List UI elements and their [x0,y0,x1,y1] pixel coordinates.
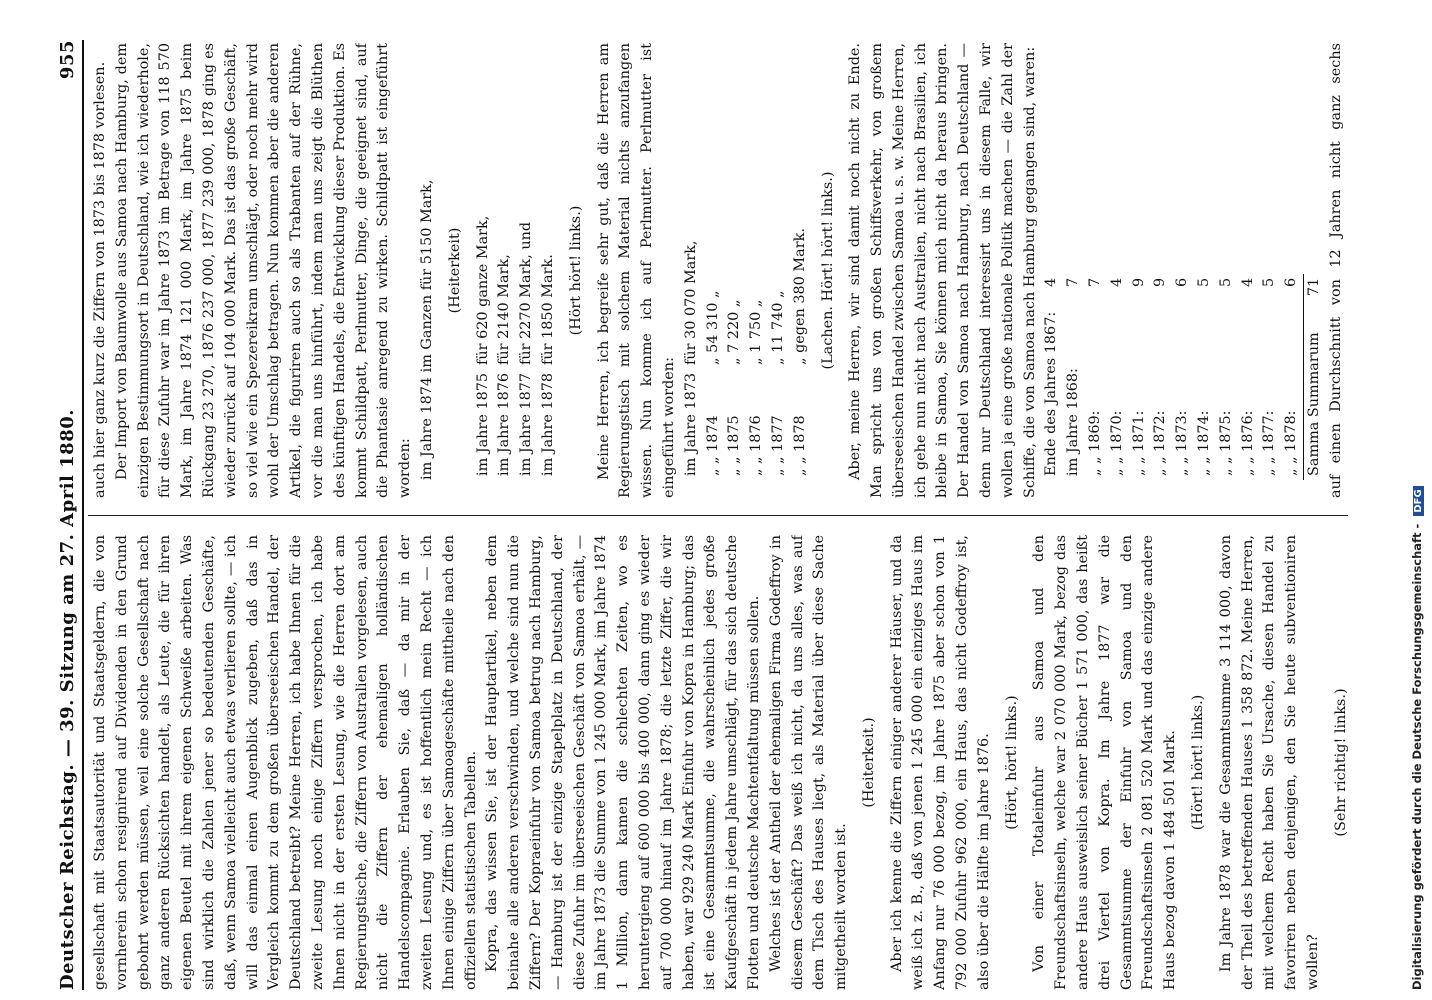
paragraph: auf einen Durchschnitt von 12 Jahren nicht ganz sechs [1327,43,1344,498]
paragraph: Welches ist der Antheil der ehemaligen Firma Godeffroy in diesem Geschäft? Das weiß ich nicht, da uns alles, was auf dem Tisch des Hauses liegt, als Material über diese Sache mitgetheilt worden ist. [767,535,850,990]
value-cell: „ 1 750 „ [748,299,765,365]
year-cell: „ „ 1875 [726,415,743,476]
count-cell: 5 [1261,277,1278,287]
year-cell: Ende des Jahres 1867: [1043,311,1060,476]
table-row [724,224,746,480]
table-row [1238,274,1260,480]
value-cell: für 2140 Mark, [496,254,513,365]
year-cell: im Jahre 1878 [539,372,556,476]
count-cell: 4 [1043,277,1060,287]
table-row [494,212,516,480]
paragraph: Kopra, das wissen Sie, ist der Hauptartikel, neben dem beinahe alle anderen verschwinden, und welche sind nun die Ziffern? Der Kopraeinfuhr von Samoa betrug nach Hamburg, — Hamburg ist der einzige Stapelplatz in Deutschland, der diese Zufuhr im überseeischen Geschäft von Samoa erhält, — im Jahre 1873 die Summe von 1 245 000 Mark, im Jahre 1874 1 Million, dann kamen die schlechten Zeiten, wo es heruntergieng auf 600 000 bis 400 000, dann ging es wieder auf 700 000 hinauf im Jahre 1878; die letzte Ziffer, die wir haben, war 929 240 Mark Einfuhr von Kopra in Hamburg; das ist eine Gesammtsumme, die wahrscheinlich jedes große Kaufgeschäft in jedem Jahre umschlägt, für das sich deutsche Flotten und deutsche Machtentfaltung müssen sollen. [484,535,762,990]
total-label: Samma Summarum [1304,308,1326,480]
table-row [1259,274,1281,480]
value-cell: für 30 070 Mark, [682,240,699,365]
year-cell: im Jahre 1876 [496,372,513,476]
credit-text: Digitalisierung gefördert durch die Deutsche Forschungsgemeinschaft - [1410,523,1424,990]
table-row [1281,274,1303,480]
year-cell: „ „ 1877: [1261,410,1278,476]
year-cell: „ „ 1878 [791,415,808,476]
year-cell: „ „ 1871: [1130,410,1147,476]
table-row [473,212,495,480]
total-row [1304,274,1326,480]
count-cell: 9 [1152,277,1169,287]
table-row [1085,274,1107,480]
interjection: (Heiterkeit) [446,227,463,314]
year-cell: „ „ 1872: [1152,410,1169,476]
count-cell: 5 [1196,277,1213,287]
table-row [1150,274,1172,480]
paragraph: Aber ich kenne die Ziffern einiger anderer Häuser, und da weiß ich z. B., daß von jenen 1 245 000 ein einziges Haus im Anfang nur 76 000 bezog, im Jahre 1875 aber schon von 1 792 000 Zufuhr 962 000, ein Haus, das nicht Godeffroy ist, also über die Hälfte im Jahre 1876. [888,535,992,990]
count-cell: 9 [1130,277,1147,287]
interjection: (Heiterkeit.) [860,717,877,808]
value-cell: „ 54 310 „ [704,290,721,365]
table-row [681,224,703,480]
paragraph: gesellschaft mit Staatsautorität und Staatsgeldern, die von vornherein schon resignirend auf Dividenden in den Grund gebohrt werden müssen, weil eine solche Gesellschaft nach ganz anderen Rücksichten handelt, als Leute, die für ihren eigenen Beutel mit ihrem eigenen Schweiße arbeiten. Was sind wirklich die Zahlen jener so bedeutenden Geschäfte, daß, wenn Samoa vielleicht auch etwas verlieren sollte, — ich will das einmal einen Augenblick zugeben, daß das in Vergleich kommt zu dem großen überseeischen Handel, der Deutschland betreibt? Meine Herren, ich habe Ihnen für die zweite Lesung noch einige Ziffern versprochen, ich habe Ihnen nicht in der ersten Lesung, wie die Herren dort am Regierungstische, die Ziffern von Australien vorgelesen, auch nicht die Ziffern der ehemaligen holländischen Handelscompagnie. Erlauben Sie, daß — da mir in der zweiten Lesung und, es ist hoffentlich mein Recht — ich Ihnen einige Ziffern über Samoageschäfte mittheile nach den offiziellen statistischen Tabellen. [92,535,479,990]
year-cell: „ „ 1878: [1283,410,1300,476]
rotated-page-content [28,40,1358,990]
year-cell: im Jahre 1877 [518,372,535,476]
interjection: (Sehr richtig! links.) [1332,688,1349,837]
count-cell: 6 [1283,277,1300,287]
count-cell: 4 [1108,277,1125,287]
ships-table [1041,274,1325,480]
table-row [1107,274,1129,480]
table-row [516,212,538,480]
schildpatt-1874: im Jahre 1874 im Ganzen für 5150 Mark, [418,179,435,480]
paragraph: Meine Herren, ich begreife sehr gut, daß die Herren am Regierungstisch mit solchem Material nichts anzufangen wissen. Nun komme ich auf Perlmutter. Perlmutter ist eingeführt worden: [595,43,677,498]
year-cell: „ „ 1876 [748,415,765,476]
paragraph: Aber, meine Herren, wir sind damit noch nicht zu Ende. Man spricht uns von großen Schiffsverkehr, von großem überseeischen Handel zwischen Samoa u. s. w. Meine Herren, ich gehe nun nicht nach Australien, nicht nach Brasilien, ich bleibe in Samoa, Sie können mich nicht da heraus bringen. Der Handel von Samoa nach Hamburg, nach Deutschland — denn nur Deutschland interessirt uns in diesem Falle, wir wollen ja eine große nationale Politik machen — die Zahl der Schiffe, die von Samoa nach Hamburg gegangen sind, waren: [847,43,1038,498]
header-rule [82,40,84,990]
count-cell: 7 [1065,277,1082,287]
value-cell: für 620 ganze Mark, [474,215,491,365]
table-row [1041,274,1063,480]
digitization-credit [1410,10,1424,990]
table-row [703,224,725,480]
table-row [1129,274,1151,480]
year-cell: „ „ 1874 [704,415,721,476]
table-row [1194,274,1216,480]
year-cell: „ „ 1870: [1108,410,1125,476]
year-cell: „ „ 1869: [1087,410,1104,476]
table-row [1172,274,1194,480]
count-cell: 5 [1217,277,1234,287]
interjection: (Hört, hört! links.) [1003,695,1020,830]
year-cell: „ „ 1873: [1174,410,1191,476]
page-number: 955 [57,40,78,80]
table-row [538,212,560,480]
year-cell: im Jahre 1875 [474,372,491,476]
value-cell: „ gegen 380 Mark. [791,228,808,365]
value-cell: „ 11 740 „ [769,290,786,365]
table-row [768,224,790,480]
perlmutter-table [681,224,812,480]
schildpatt-table [473,212,560,480]
dfg-logo: DFG [1413,486,1424,515]
table-row [1216,274,1238,480]
header-title: Deutscher Reichstag. — 39. Sitzung am 27. April 1880. [57,408,78,990]
right-column [90,43,1350,498]
paragraph: auch hier ganz kurz die Ziffern von 1873 bis 1878 vorlesen. [92,61,108,498]
count-cell: 6 [1174,277,1191,287]
table-row [746,224,768,480]
column-divider [88,515,1348,516]
table-row [1063,274,1085,480]
count-cell: 4 [1239,277,1256,287]
interjection: (Hört! hört! links.) [1190,694,1207,831]
year-cell: „ „ 1876: [1239,410,1256,476]
year-cell: „ „ 1875: [1217,410,1234,476]
year-cell: „ „ 1877 [769,415,786,476]
count-cell: 7 [1087,277,1104,287]
value-cell: für 1850 Mark. [539,254,556,365]
paragraph: Im Jahre 1878 war die Gesammtsumme 3 114 000, davon der Theil des betreffenden Hauses 1 358 872. Meine Herren, mit welchem Recht haben Sie Ursache, diesen Handel zu favoriren neben denjenigen, den Sie heute subventioniren wollen? [1217,535,1322,990]
value-cell: „ 7 220 „ [726,299,743,365]
interjection: (Lachen. Hört! hört! links.) [819,171,836,370]
year-cell: „ „ 1874: [1196,410,1213,476]
total-value: 71 [1304,274,1326,308]
paragraph: Der Import von Baumwolle aus Samoa nach Hamburg, dem einzigen Bestimmungsort in Deutschland, wie ich wiederhole, für diese Zufuhr war im Jahre 1873 im Betrage von 118 570 Mark, im Jahre 1874 121 000 Mark, im Jahre 1875 beim Rückgang 23 270, 1876 237 000, 1877 239 000, 1878 ging es wieder zurück auf 104 000 Mark. Das ist das große Geschäft, so viel wie ein Spezereikram umschlägt, oder noch mehr wird wohl der Umschlag betragen. Nun kommen aber die anderen Artikel, die figuriren auch so als Trabanten auf der Rühne, vor die man uns hinführt, indem man uns zeigt die Blüthen des künftigen Handels, die Entwicklung dieser Produktion. Es kommt Schildpatt, Perlmutter, Dinge, die geeignet sind, auf die Phantasie anregend zu wirken. Schildpatt ist eingeführt worden: [113,43,414,498]
paragraph: Von einer Totaleinfuhr aus Samoa und den Freundschaftsinseln, welche war 2 070 000 Mark, bezog das andere Haus ausweislich seiner Bücher 1 571 000, das heißt drei Viertel von Kopra. Im Jahre 1877 war die Gesammtsumme der Einfuhr von Samoa und den Freundschaftsinseln 2 081 520 Mark und das einzige andere Haus bezog davon 1 484 501 Mark. [1031,535,1179,990]
table-row [790,224,812,480]
interjection: (Hört hört! links.) [567,205,584,336]
running-header [28,40,78,990]
year-cell: im Jahre 1868: [1065,368,1082,476]
year-cell: im Jahre 1873 [682,372,699,476]
left-column [90,535,1350,990]
value-cell: für 2270 Mark, und [518,221,535,365]
